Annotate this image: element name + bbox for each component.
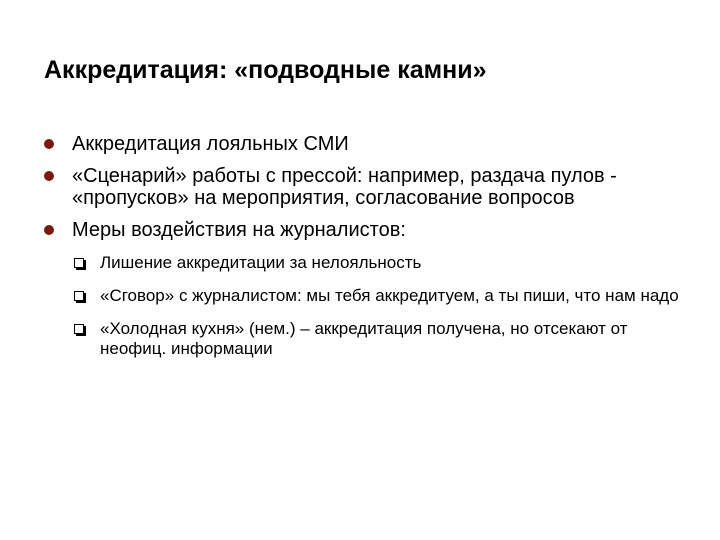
sub-bullet-item bbox=[72, 286, 684, 306]
round-bullet-icon bbox=[44, 171, 54, 181]
round-bullet-icon bbox=[44, 139, 54, 149]
sub-bullet-text: «Сговор» с журналистом: мы тебя аккредитуем, а ты пиши, что нам надо bbox=[100, 286, 679, 305]
bullet-item bbox=[44, 165, 684, 209]
bullet-text: «Сценарий» работы с прессой: например, раздача пулов - «пропусков» на мероприятия, согласование вопросов bbox=[72, 165, 617, 209]
bullet-item bbox=[44, 219, 684, 359]
sub-bullet-item bbox=[72, 319, 684, 359]
sub-bullet-text: «Холодная кухня» (нем.) – аккредитация получена, но отсекают от неофиц. информации bbox=[100, 319, 628, 358]
square-bullet-icon bbox=[74, 258, 84, 268]
sub-bullet-list bbox=[72, 253, 684, 359]
sub-bullet-item bbox=[72, 253, 684, 273]
round-bullet-icon bbox=[44, 225, 54, 235]
bullet-item bbox=[44, 133, 684, 155]
bullet-text: Меры воздействия на журналистов: bbox=[72, 219, 406, 241]
sub-bullet-text: Лишение аккредитации за нелояльность bbox=[100, 253, 422, 272]
bullet-text: Аккредитация лояльных СМИ bbox=[72, 133, 349, 155]
square-bullet-icon bbox=[74, 291, 84, 301]
bullet-list bbox=[44, 133, 684, 372]
slide-title: Аккредитация: «подводные камни» bbox=[44, 56, 487, 84]
square-bullet-icon bbox=[74, 324, 84, 334]
